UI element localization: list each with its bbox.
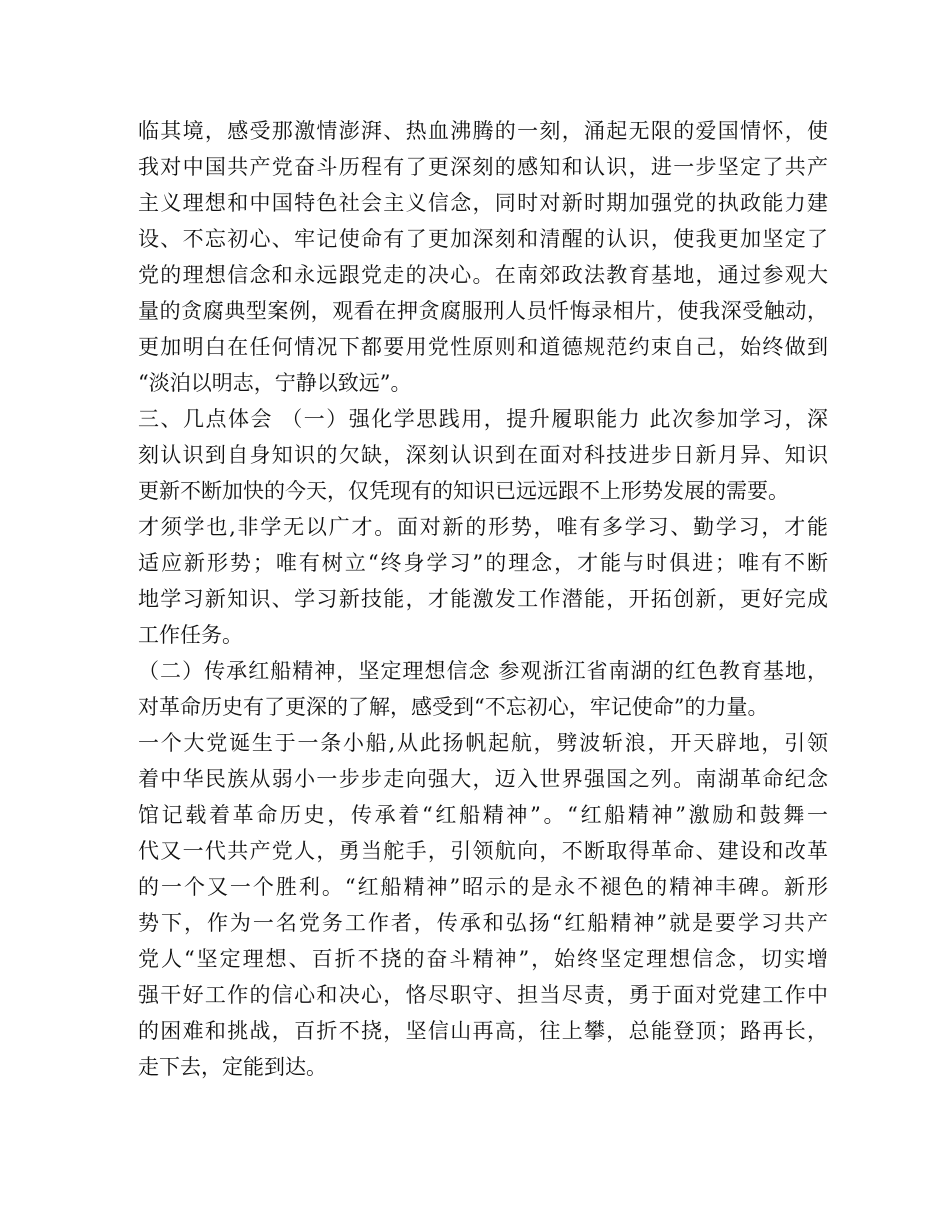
text-line: 地学习新知识、学习新技能，才能激发工作潜能，开拓创新，更好完成 [138, 587, 828, 611]
text-line: 更加明白在任何情况下都要用党性原则和道德规范约束自己，始终做到 [138, 335, 828, 359]
text-line: 临其境，感受那激情澎湃、热血沸腾的一刻，涌起无限的爱国情怀，使 [138, 119, 828, 143]
text-line: 强干好工作的信心和决心，恪尽职守、担当尽责，勇于面对党建工作中 [138, 983, 828, 1007]
text-line: 工作任务。 [138, 623, 243, 647]
text-line: 一个大党诞生于一条小船,从此扬帆起航，劈波斩浪，开天辟地，引领 [138, 731, 828, 755]
text-line: 我对中国共产党奋斗历程有了更深刻的感知和认识，进一步坚定了共产 [138, 155, 828, 179]
text-line: 馆记载着革命历史，传承着“红船精神”。“红船精神”激励和鼓舞一 [138, 803, 828, 827]
text-line: （二）传承红船精神，坚定理想信念 参观浙江省南湖的红色教育基地， [138, 659, 828, 683]
text-line: 的一个又一个胜利。“红船精神”昭示的是永不褪色的精神丰碑。新形 [138, 875, 828, 899]
text-line: 代又一代共产党人，勇当舵手，引领航向，不断取得革命、建设和改革 [138, 839, 828, 863]
text-line: 的困难和挑战，百折不挠，坚信山再高，往上攀，总能登顶；路再长， [138, 1019, 828, 1043]
text-line: 刻认识到自身知识的欠缺，深刻认识到在面对科技进步日新月异、知识 [138, 443, 828, 467]
text-line: 势下，作为一名党务工作者，传承和弘扬“红船精神”就是要学习共产 [138, 911, 828, 935]
text-line: 党的理想信念和永远跟党走的决心。在南郊政法教育基地，通过参观大 [138, 263, 828, 287]
text-line: 走下去，定能到达。 [138, 1055, 327, 1079]
text-line: “淡泊以明志，宁静以致远”。 [138, 371, 412, 395]
text-line: 才须学也,非学无以广才。面对新的形势，唯有多学习、勤学习，才能 [138, 515, 828, 539]
document-body [138, 113, 828, 1085]
text-line: 量的贪腐典型案例，观看在押贪腐服刑人员忏悔录相片，使我深受触动， [138, 299, 828, 323]
text-line: 着中华民族从弱小一步步走向强大，迈入世界强国之列。南湖革命纪念 [138, 767, 828, 791]
text-line: 主义理想和中国特色社会主义信念，同时对新时期加强党的执政能力建 [138, 191, 828, 215]
text-line: 对革命历史有了更深的了解，感受到“不忘初心，牢记使命”的力量。 [138, 695, 769, 719]
text-line: 三、几点体会 （一）强化学思践用，提升履职能力 此次参加学习，深 [138, 407, 828, 431]
text-line: 适应新形势；唯有树立“终身学习”的理念，才能与时俱进；唯有不断 [138, 551, 828, 575]
text-line: 党人“坚定理想、百折不挠的奋斗精神”，始终坚定理想信念，切实增 [138, 947, 828, 971]
text-line: 设、不忘初心、牢记使命有了更加深刻和清醒的认识，使我更加坚定了 [138, 227, 828, 251]
text-line: 更新不断加快的今天，仅凭现有的知识已远远跟不上形势发展的需要。 [138, 479, 789, 503]
